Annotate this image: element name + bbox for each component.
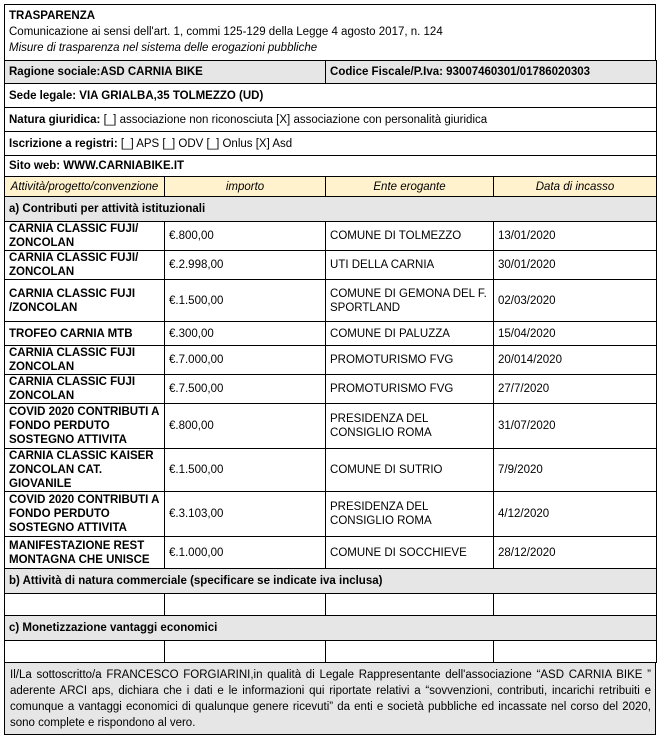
table-row — [5, 492, 657, 537]
col-header-ente: Ente erogante — [326, 177, 494, 197]
row-data: 13/01/2020 — [494, 222, 657, 251]
section-b-title: b) Attività di natura commerciale (specificare se indicate iva inclusa) — [5, 569, 657, 594]
row-ente: PRESIDENZA DEL CONSIGLIO ROMA — [326, 492, 494, 537]
transparency-document — [4, 4, 656, 735]
col-header-data: Data di incasso — [494, 177, 657, 197]
row-data: 20/014/2020 — [494, 346, 657, 375]
row-ente: PROMOTURISMO FVG — [326, 375, 494, 404]
row-ente: COMUNE DI GEMONA DEL F. SPORTLAND — [326, 280, 494, 322]
info-row-sede — [5, 84, 657, 108]
row-data: 15/04/2020 — [494, 322, 657, 346]
empty-cell — [5, 641, 165, 663]
row-importo: €.800,00 — [165, 404, 326, 449]
iscrizione-label: Iscrizione a registri: — [9, 137, 118, 150]
sede-legale: Sede legale: VIA GRIALBA,35 TOLMEZZO (UD) — [5, 84, 657, 108]
table-row — [5, 251, 657, 280]
row-attivita: COVID 2020 CONTRIBUTI A FONDO PERDUTO SOSTEGNO ATTIVITA — [5, 404, 165, 449]
info-row-ragione — [5, 61, 657, 84]
row-importo: €.7.000,00 — [165, 346, 326, 375]
document-subtitle: Comunicazione ai sensi dell'art. 1, commi 125-129 della Legge 4 agosto 2017, n. 124 — [9, 26, 443, 38]
col-header-importo: importo — [165, 177, 326, 197]
table-row — [5, 404, 657, 449]
iscrizione-value: [_] APS [_] ODV [_] Onlus [X] Asd — [117, 137, 293, 150]
document-italic-line: Misure di trasparenza nel sistema delle erogazioni pubbliche — [9, 42, 318, 54]
row-data: 30/01/2020 — [494, 251, 657, 280]
section-c-empty-row — [5, 641, 657, 663]
row-ente: PROMOTURISMO FVG — [326, 346, 494, 375]
transparency-table — [4, 60, 657, 663]
table-row — [5, 346, 657, 375]
row-data: 31/07/2020 — [494, 404, 657, 449]
document-title: TRASPARENZA — [9, 10, 96, 22]
row-attivita: CARNIA CLASSIC FUJI/ ZONCOLAN — [5, 251, 165, 280]
row-ente: COMUNE DI SUTRIO — [326, 449, 494, 492]
column-header-row — [5, 177, 657, 197]
row-ente: UTI DELLA CARNIA — [326, 251, 494, 280]
empty-cell — [165, 641, 326, 663]
row-importo: €.1.500,00 — [165, 280, 326, 322]
row-attivita: CARNIA CLASSIC FUJI ZONCOLAN — [5, 375, 165, 404]
row-data: 4/12/2020 — [494, 492, 657, 537]
info-row-sito — [5, 156, 657, 177]
codice-fiscale: Codice Fiscale/P.Iva: 93007460301/01786020303 — [326, 61, 657, 84]
row-attivita: TROFEO CARNIA MTB — [5, 322, 165, 346]
section-c-title-row — [5, 616, 657, 641]
row-data: 7/9/2020 — [494, 449, 657, 492]
table-row — [5, 322, 657, 346]
declaration-paragraph: Il/La sottoscritto/a FRANCESCO FORGIARINI,in qualità di Legale Rappresentante dell'associazione “ASD CARNIA BIKE ” aderente ARCI aps, dichiara che i dati e le informazioni qui riportate relativi a “sovvenzioni, contributi, incarichi retribuiti e comunque a vantaggi economici di qualunque genere ricevuti” da enti e società pubbliche ed incassate nel corso del 2020, sono complete e rispondono al vero. — [4, 663, 656, 735]
empty-cell — [326, 594, 494, 616]
empty-cell — [5, 594, 165, 616]
section-b-title-row — [5, 569, 657, 594]
info-row-iscrizione — [5, 132, 657, 156]
empty-cell — [326, 641, 494, 663]
row-data: 27/7/2020 — [494, 375, 657, 404]
row-importo: €.1.000,00 — [165, 537, 326, 569]
row-ente: COMUNE DI SOCCHIEVE — [326, 537, 494, 569]
row-attivita: COVID 2020 CONTRIBUTI A FONDO PERDUTO SOSTEGNO ATTIVITA — [5, 492, 165, 537]
empty-cell — [494, 594, 657, 616]
row-importo: €.2.998,00 — [165, 251, 326, 280]
row-ente: COMUNE DI PALUZZA — [326, 322, 494, 346]
table-row — [5, 537, 657, 569]
row-importo: €.1.500,00 — [165, 449, 326, 492]
row-importo: €.3.103,00 — [165, 492, 326, 537]
row-attivita: CARNIA CLASSIC KAISER ZONCOLAN CAT. GIOVANILE — [5, 449, 165, 492]
iscrizione-registri — [5, 132, 657, 156]
row-data: 02/03/2020 — [494, 280, 657, 322]
row-ente: COMUNE DI TOLMEZZO — [326, 222, 494, 251]
section-a-title: a) Contributi per attività istituzionali — [5, 197, 657, 222]
row-attivita: CARNIA CLASSIC FUJI /ZONCOLAN — [5, 280, 165, 322]
section-c-title: c) Monetizzazione vantaggi economici — [5, 616, 657, 641]
natura-giuridica — [5, 108, 657, 132]
row-attivita: CARNIA CLASSIC FUJI ZONCOLAN — [5, 346, 165, 375]
section-b-empty-row — [5, 594, 657, 616]
info-row-natura — [5, 108, 657, 132]
row-attivita: CARNIA CLASSIC FUJI/ ZONCOLAN — [5, 222, 165, 251]
sito-web: Sito web: WWW.CARNIABIKE.IT — [5, 156, 657, 177]
row-data: 28/12/2020 — [494, 537, 657, 569]
natura-value: [_] associazione non riconosciuta [X] associazione con personalità giuridica — [100, 113, 488, 126]
row-ente: PRESIDENZA DEL CONSIGLIO ROMA — [326, 404, 494, 449]
col-header-attivita: Attività/progetto/convenzione — [5, 177, 165, 197]
section-a-title-row — [5, 197, 657, 222]
row-importo: €.7.500,00 — [165, 375, 326, 404]
table-row — [5, 222, 657, 251]
row-importo: €.800,00 — [165, 222, 326, 251]
table-row — [5, 280, 657, 322]
table-row — [5, 449, 657, 492]
empty-cell — [494, 641, 657, 663]
table-row — [5, 375, 657, 404]
natura-label: Natura giuridica: — [9, 113, 101, 126]
row-importo: €.300,00 — [165, 322, 326, 346]
row-attivita: MANIFESTAZIONE REST MONTAGNA CHE UNISCE — [5, 537, 165, 569]
ragione-sociale: Ragione sociale:ASD CARNIA BIKE — [5, 61, 326, 84]
empty-cell — [165, 594, 326, 616]
document-header — [4, 4, 656, 60]
